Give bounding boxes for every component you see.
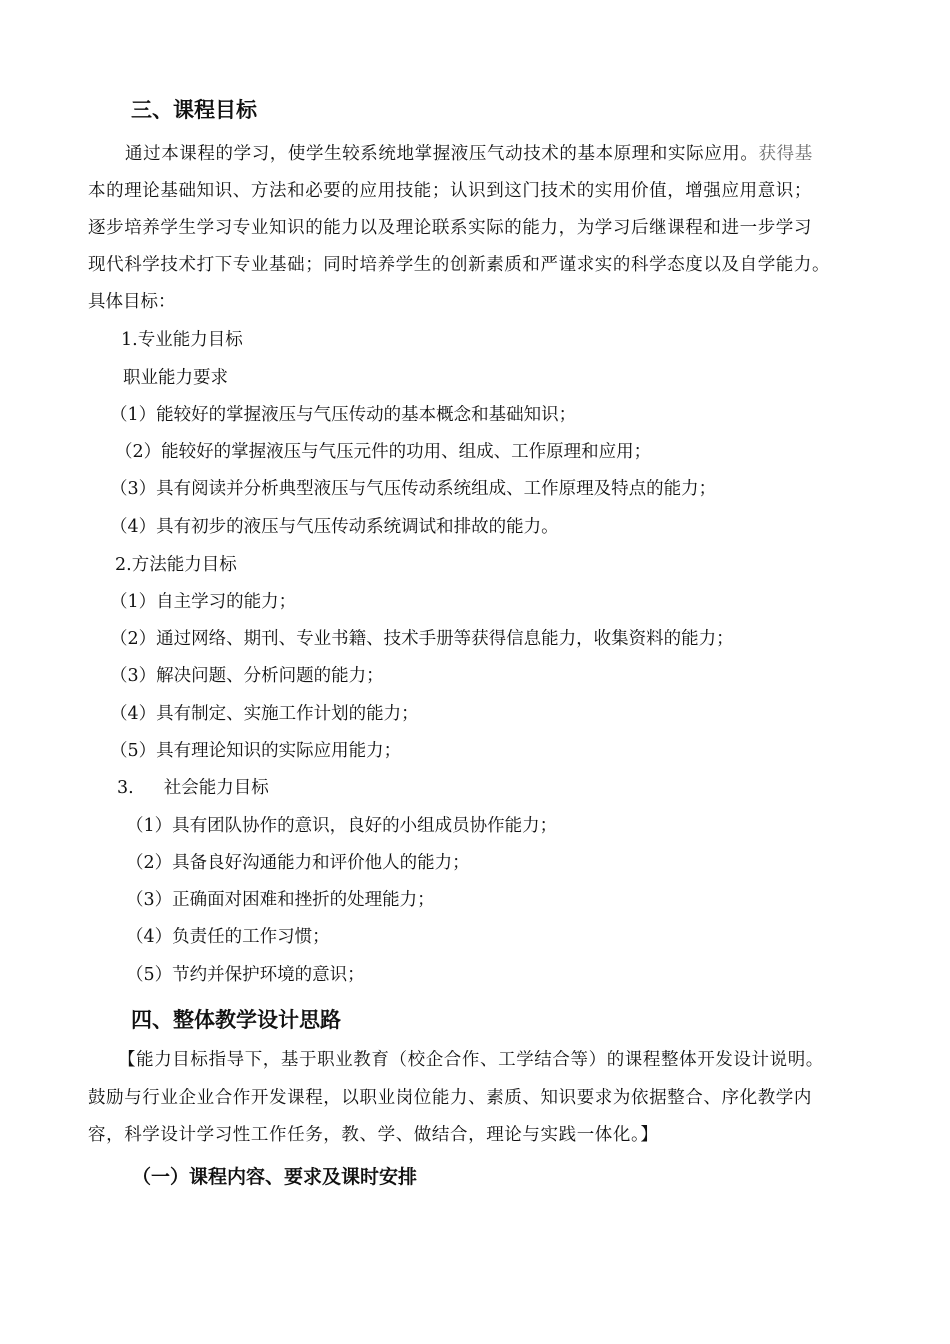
list-item: （4）具有制定、实施工作计划的能力； — [110, 704, 419, 724]
list-item: （3）解决问题、分析问题的能力； — [110, 666, 384, 686]
list-item: （2）具备良好沟通能力和评价他人的能力； — [126, 853, 470, 873]
section-4-heading: 四、整体教学设计思路 — [131, 1008, 341, 1032]
subsection-heading: （一）课程内容、要求及课时安排 — [132, 1166, 418, 1188]
goal-3-title: 社会能力目标 — [163, 778, 269, 798]
list-item: （5）具有理论知识的实际应用能力； — [110, 741, 402, 761]
goal-3-number: 3. — [117, 778, 134, 798]
paragraph-text-grey: 获得基 — [758, 144, 813, 164]
paragraph-line: 逐步培养学生学习专业知识的能力以及理论联系实际的能力，为学习后继课程和进一步学习 — [88, 218, 812, 238]
paragraph-line: 【能力目标指导下，基于职业教育（校企合作、工学结合等）的课程整体开发设计说明。 — [118, 1050, 824, 1070]
paragraph-line: 本的理论基础知识、方法和必要的应用技能；认识到这门技术的实用价值，增强应用意识； — [88, 181, 812, 201]
list-item: （2）通过网络、期刊、专业书籍、技术手册等获得信息能力，收集资料的能力； — [110, 629, 734, 649]
paragraph-line — [125, 142, 813, 166]
list-item: （1）具有团队协作的意识，良好的小组成员协作能力； — [126, 816, 558, 836]
list-item: （4）具有初步的液压与气压传动系统调试和排故的能力。 — [110, 517, 559, 537]
goal-1-heading: 1.专业能力目标 — [121, 330, 243, 350]
paragraph-line: 鼓励与行业企业合作开发课程，以职业岗位能力、素质、知识要求为依据整合、序化教学内 — [88, 1088, 812, 1108]
list-item: （1）自主学习的能力； — [110, 592, 297, 612]
paragraph-line: 容，科学设计学习性工作任务，教、学、做结合，理论与实践一体化。】 — [88, 1125, 659, 1145]
paragraph-text: 通过本课程的学习，使学生较系统地掌握液压气动技术的基本原理和实际应用。 — [125, 144, 759, 164]
section-3-heading: 三、课程目标 — [131, 98, 257, 122]
goal-2-heading: 2.方法能力目标 — [115, 555, 237, 575]
list-item: （3）具有阅读并分析典型液压与气压传动系统组成、工作原理及特点的能力； — [110, 479, 717, 499]
paragraph-line: 具体目标： — [88, 292, 176, 312]
list-item: （5）节约并保护环境的意识； — [126, 965, 365, 985]
list-item: （2）能较好的掌握液压与气压元件的功用、组成、工作原理和应用； — [115, 442, 652, 462]
list-item: （1）能较好的掌握液压与气压传动的基本概念和基础知识； — [110, 405, 577, 425]
list-item: （4）负责任的工作习惯； — [126, 927, 330, 947]
paragraph-line: 现代科学技术打下专业基础；同时培养学生的创新素质和严谨求实的科学态度以及自学能力。 — [88, 255, 831, 275]
goal-3-heading — [117, 776, 269, 800]
list-item: （3）正确面对困难和挫折的处理能力； — [126, 890, 435, 910]
goal-1-subheading: 职业能力要求 — [123, 368, 228, 388]
